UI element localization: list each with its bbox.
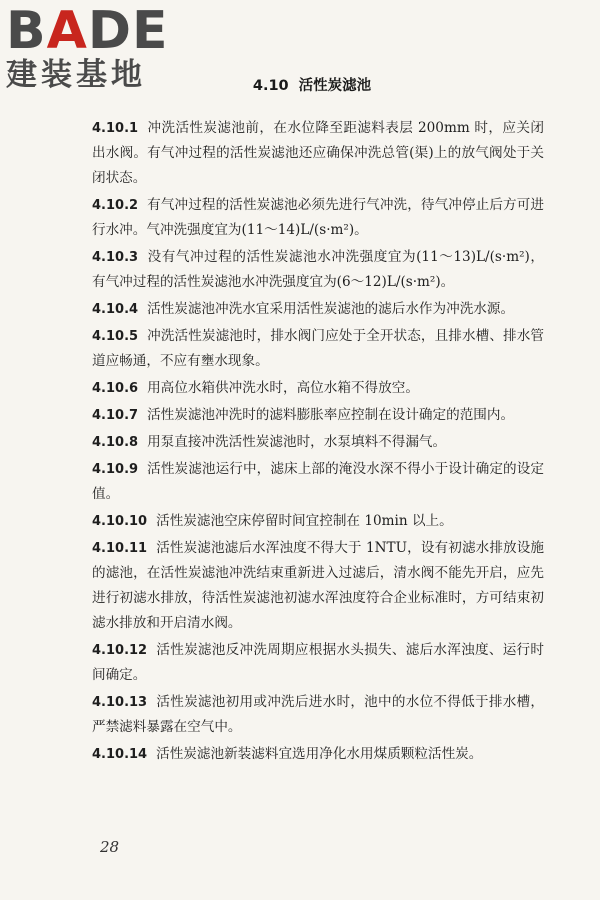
clause-number: 4.10.8 bbox=[92, 435, 139, 450]
clause-text: 活性炭滤池运行中，滤床上部的淹没水深不得小于设计确定的设定值。 bbox=[92, 461, 544, 502]
logo-letter-b: B bbox=[6, 1, 47, 61]
clause-number: 4.10.7 bbox=[92, 408, 139, 423]
clause-number: 4.10.12 bbox=[92, 643, 148, 658]
clause bbox=[92, 297, 544, 322]
clause bbox=[92, 324, 544, 374]
clause bbox=[92, 245, 544, 295]
clause-text: 没有气冲过程的活性炭滤池水冲洗强度宜为(11～13)L/(s·m²)，有气冲过程的活性炭滤池水冲洗强度宜为(6～12)L/(s·m²)。 bbox=[92, 249, 544, 290]
logo-letters-de: DE bbox=[87, 1, 169, 61]
clause-text: 冲洗活性炭滤池时，排水阀门应处于全开状态，且排水槽、排水管道应畅通，不应有壅水现象。 bbox=[92, 328, 544, 369]
clause-number: 4.10.6 bbox=[92, 381, 139, 396]
clause-text: 活性炭滤池初用或冲洗后进水时，池中的水位不得低于排水槽，严禁滤料暴露在空气中。 bbox=[92, 694, 544, 735]
clause-number: 4.10.3 bbox=[92, 250, 139, 265]
page-number: 28 bbox=[100, 838, 120, 856]
clause-number: 4.10.11 bbox=[92, 541, 148, 556]
clause-number: 4.10.13 bbox=[92, 695, 148, 710]
clause-number: 4.10.9 bbox=[92, 462, 139, 477]
logo-letter-a: A bbox=[46, 1, 88, 61]
clause-number: 4.10.2 bbox=[92, 198, 139, 213]
clause bbox=[92, 116, 544, 191]
clause bbox=[92, 742, 544, 767]
clause-list bbox=[92, 116, 544, 769]
clause bbox=[92, 536, 544, 636]
clause-number: 4.10.14 bbox=[92, 747, 148, 762]
clause-text: 用高位水箱供冲洗水时，高位水箱不得放空。 bbox=[147, 380, 419, 396]
clause-text: 活性炭滤池冲洗时的滤料膨胀率应控制在设计确定的范围内。 bbox=[147, 407, 515, 423]
clause bbox=[92, 430, 544, 455]
clause-text: 活性炭滤池滤后水浑浊度不得大于 1NTU，设有初滤水排放设施的滤池，在活性炭滤池冲洗结束重新进入过滤后，清水阀不能先开启，应先进行初滤水排放，待活性炭滤池初滤水浑浊度符合企业标准时，方可结束初滤水排放和开启清水阀。 bbox=[92, 540, 544, 631]
logo-chinese: 建装基地 bbox=[6, 57, 146, 93]
clause-number: 4.10.5 bbox=[92, 329, 139, 344]
clause bbox=[92, 193, 544, 243]
clause-number: 4.10.4 bbox=[92, 302, 139, 317]
clause-text: 有气冲过程的活性炭滤池必须先进行气冲洗，待气冲停止后方可进行水冲。气冲洗强度宜为(11～14)L/(s·m²)。 bbox=[92, 197, 544, 238]
clause bbox=[92, 403, 544, 428]
logo-wordmark bbox=[6, 1, 176, 61]
clause-number: 4.10.10 bbox=[92, 514, 148, 529]
clause bbox=[92, 376, 544, 401]
clause-number: 4.10.1 bbox=[92, 121, 139, 136]
clause-text: 活性炭滤池空床停留时间宜控制在 10min 以上。 bbox=[156, 513, 453, 529]
clause bbox=[92, 509, 544, 534]
clause bbox=[92, 638, 544, 688]
clause-text: 冲洗活性炭滤池前，在水位降至距滤料表层 200mm 时，应关闭出水阀。有气冲过程的活性炭滤池还应确保冲洗总管(渠)上的放气阀处于关闭状态。 bbox=[92, 120, 544, 186]
section-number: 4.10 bbox=[252, 78, 289, 94]
section-title bbox=[0, 74, 600, 95]
clause-text: 活性炭滤池反冲洗周期应根据水头损失、滤后水浑浊度、运行时间确定。 bbox=[92, 642, 544, 683]
clause-text: 活性炭滤池冲洗水宜采用活性炭滤池的滤后水作为冲洗水源。 bbox=[147, 301, 515, 317]
clause-text: 用泵直接冲洗活性炭滤池时，水泵填料不得漏气。 bbox=[147, 434, 447, 450]
section-heading: 活性炭滤池 bbox=[298, 78, 372, 94]
clause bbox=[92, 690, 544, 740]
clause bbox=[92, 457, 544, 507]
clause-text: 活性炭滤池新装滤料宜选用净化水用煤质颗粒活性炭。 bbox=[156, 746, 483, 762]
